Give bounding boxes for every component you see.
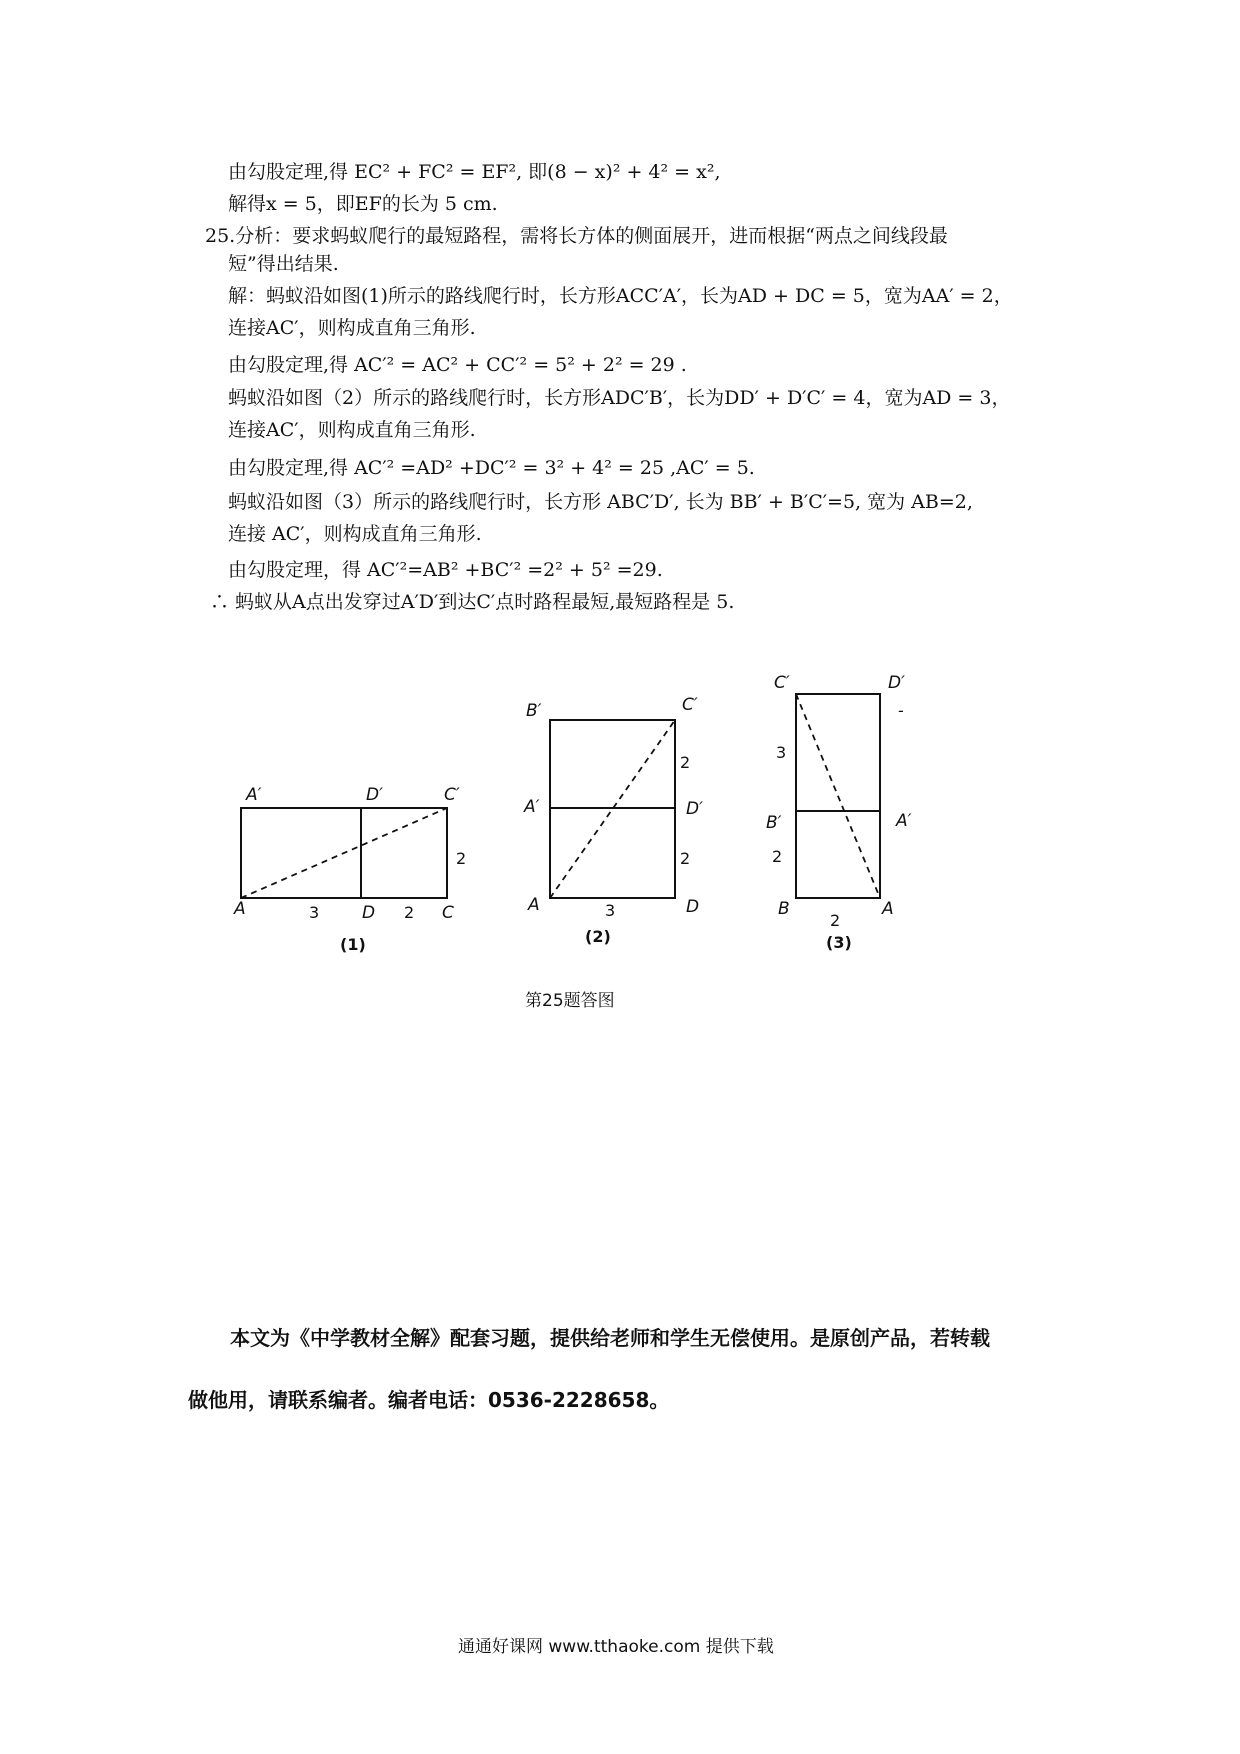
fig3-label-A: A <box>882 899 894 919</box>
fig1-label-D: D <box>362 903 376 923</box>
fig1-dim-ad: 3 <box>309 903 320 922</box>
fig3-label-C1: C′ <box>774 673 790 693</box>
solution-line-9: 连接AC′，则构成直角三角形. <box>228 419 476 441</box>
fig2-caption: (2) <box>585 927 611 946</box>
solution-line-2: 解得x = 5，即EF的长为 5 cm. <box>228 193 498 215</box>
solution-line-3: 25.分析：要求蚂蚁爬行的最短路程，需将长方体的侧面展开，进而根据“两点之间线段最 <box>205 225 948 247</box>
fig2-label-A: A <box>528 895 540 915</box>
notice-line-1: 本文为《中学教材全解》配套习题，提供给老师和学生无偿使用。是原创产品，若转载 <box>230 1326 990 1350</box>
figure-3 <box>766 673 912 952</box>
solution-line-6: 连接AC′，则构成直角三角形. <box>228 317 476 339</box>
fig2-dim-bottom: 2 <box>680 849 691 868</box>
fig2-label-D1: D′ <box>686 799 703 819</box>
solution-line-1: 由勾股定理,得 EC² + FC² = EF², 即(8 − x)² + 4² = x², <box>228 161 721 183</box>
figure-caption: 第25题答图 <box>525 991 615 1011</box>
solution-line-11: 蚂蚁沿如图（3）所示的路线爬行时，长方形 ABC′D′, 长为 BB′ + B′C′=5, 宽为 AB=2, <box>228 491 973 513</box>
fig1-label-C1: C′ <box>444 785 460 805</box>
fig1-label-A: A <box>234 899 246 919</box>
fig1-label-A1: A′ <box>246 785 262 805</box>
fig3-label-B1: B′ <box>766 813 782 833</box>
fig3-mark: - <box>898 701 904 720</box>
fig1-path-dashed <box>241 808 447 898</box>
fig2-label-B1: B′ <box>526 701 542 721</box>
figure-1 <box>233 785 466 954</box>
fig3-label-B: B <box>778 899 790 919</box>
figure-2 <box>523 695 703 946</box>
fig2-dim-ad: 3 <box>605 901 616 920</box>
fig3-path-dashed <box>796 694 880 898</box>
fig2-label-C1: C′ <box>682 695 698 715</box>
solution-line-7: 由勾股定理,得 AC′² = AC² + CC′² = 5² + 2² = 29 . <box>228 354 687 376</box>
fig2-dim-top: 2 <box>680 753 691 772</box>
notice-line-2: 做他用，请联系编者。编者电话：0536-2228658。 <box>188 1388 670 1412</box>
solution-line-13: 由勾股定理，得 AC′²=AB² +BC′² =2² + 5² =29. <box>228 559 663 581</box>
fig3-dim-top: 3 <box>776 743 787 762</box>
fig1-dim-dc: 2 <box>404 903 415 922</box>
fig1-dim-cc: 2 <box>456 849 467 868</box>
fig1-caption: (1) <box>340 935 366 954</box>
fig3-dim-bottom: 2 <box>772 847 783 866</box>
fig3-dim-ba: 2 <box>830 911 841 930</box>
solution-line-4: 短”得出结果. <box>228 253 339 275</box>
fig3-label-A1: A′ <box>896 811 912 831</box>
fig3-label-D1: D′ <box>888 673 905 693</box>
fig1-label-D1: D′ <box>366 785 383 805</box>
solution-line-8: 蚂蚁沿如图（2）所示的路线爬行时，长方形ADC′B′，长为DD′ + D′C′ = 4，宽为AD = 3， <box>228 387 1011 409</box>
fig1-label-C: C <box>442 903 454 923</box>
fig2-label-D: D <box>686 897 700 917</box>
solution-line-10: 由勾股定理,得 AC′² =AD² +DC′² = 3² + 4² = 25 ,AC′ = 5. <box>228 457 755 479</box>
fig3-caption: (3) <box>826 933 852 952</box>
footer-text: 通通好课网 www.tthaoke.com 提供下载 <box>458 1637 774 1657</box>
solution-line-14: ∴ 蚂蚁从A点出发穿过A′D′到达C′点时路程最短,最短路程是 5. <box>210 591 735 613</box>
solution-line-5: 解：蚂蚁沿如图(1)所示的路线爬行时，长方形ACC′A′，长为AD + DC = 5，宽为AA′ = 2， <box>228 285 1013 307</box>
fig2-label-A1: A′ <box>524 797 540 817</box>
solution-line-12: 连接 AC′，则构成直角三角形. <box>228 523 482 545</box>
